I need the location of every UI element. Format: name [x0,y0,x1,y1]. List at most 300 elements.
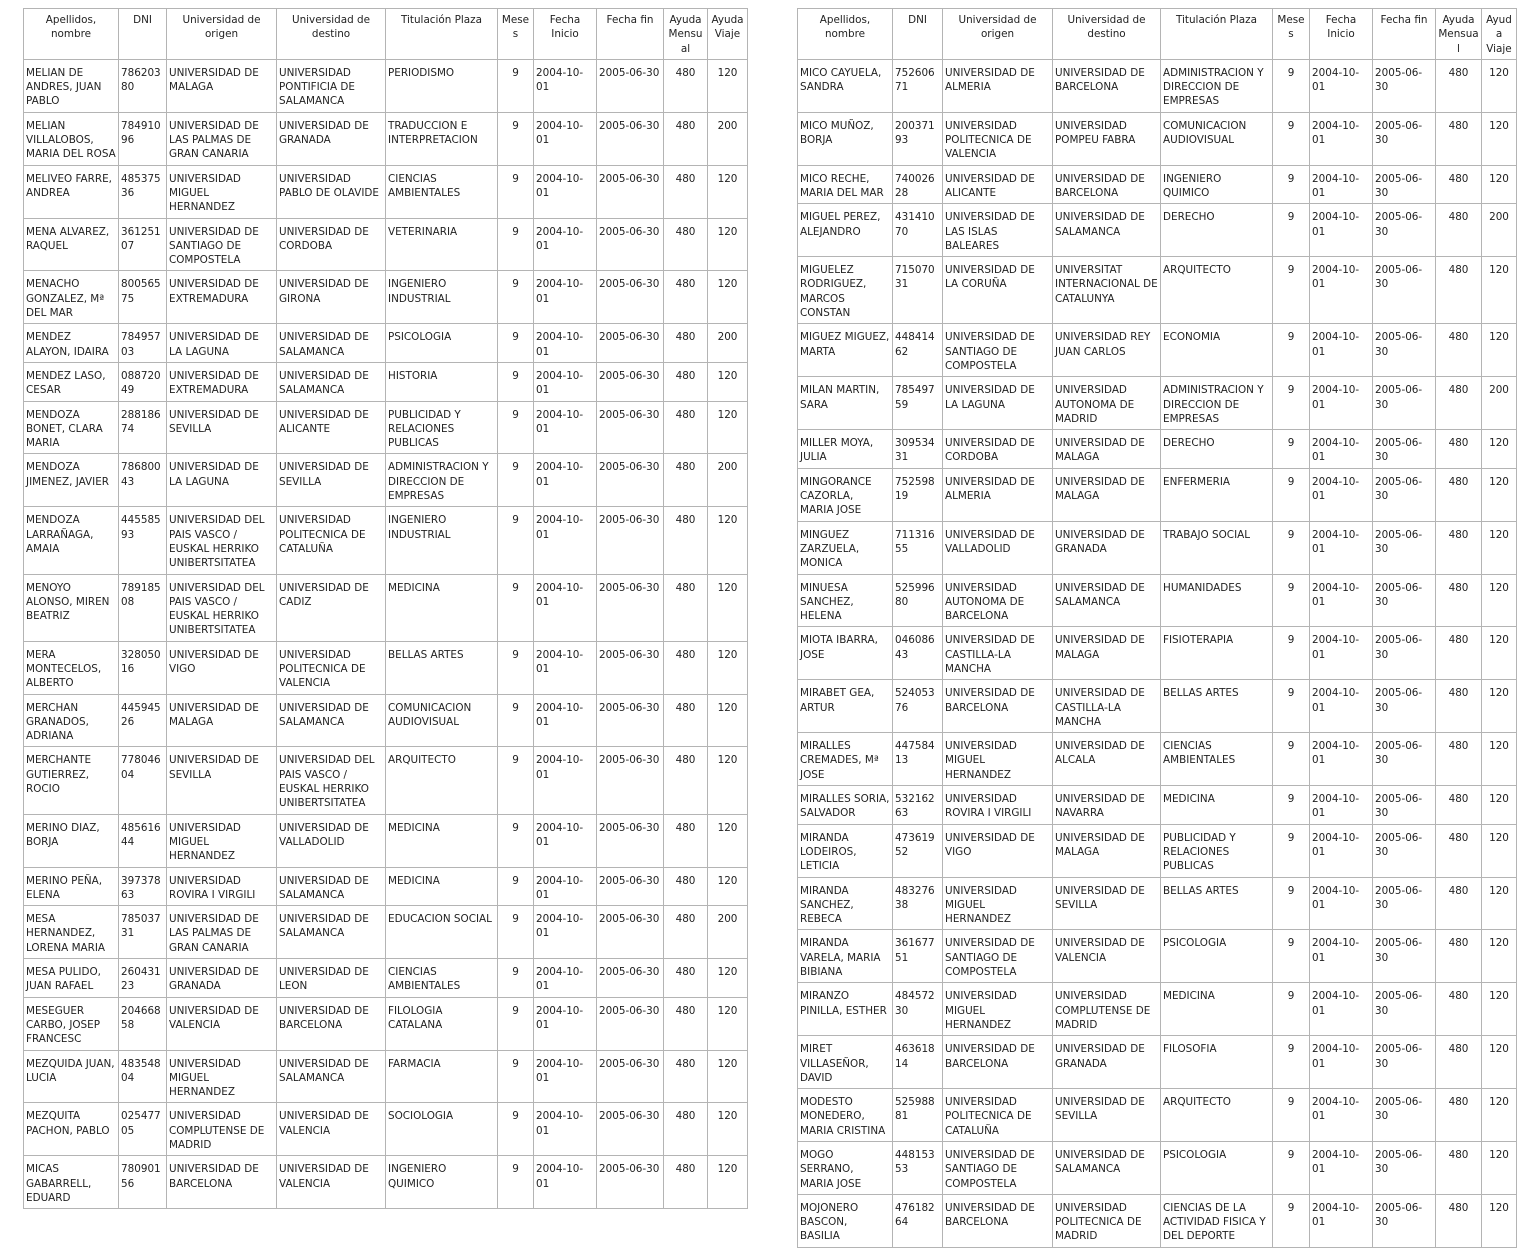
header-row [798,9,1517,60]
cell-name: MESEGUER CARBO, JOSEP FRANCESC [24,997,119,1050]
cell-origin: UNIVERSIDAD DE VIGO [943,824,1053,877]
cell-origin: UNIVERSIDAD MIGUEL HERNANDEZ [943,733,1053,786]
cell-destination: UNIVERSIDAD DE ALICANTE [277,401,386,454]
scholarship-table-left [23,8,748,1209]
cell-degree: PUBLICIDAD Y RELACIONES PUBLICAS [1161,824,1273,877]
cell-monthly-aid: 480 [1436,1194,1482,1247]
cell-months: 9 [498,906,534,959]
cell-monthly-aid: 480 [1436,983,1482,1036]
cell-monthly-aid: 480 [664,165,708,218]
cell-start-date: 2004-10-01 [534,271,597,324]
header-monthly-aid: Ayuda Mensual [664,9,708,60]
table-row [24,454,748,507]
cell-dni: 43141070 [893,204,943,257]
cell-origin: UNIVERSIDAD DE LA LAGUNA [167,454,277,507]
cell-dni: 46361814 [893,1036,943,1089]
cell-end-date: 2005-06-30 [1373,877,1436,930]
cell-destination: UNIVERSIDAD DE VALENCIA [277,1156,386,1209]
cell-degree: CIENCIAS DE LA ACTIVIDAD FISICA Y DEL DEPORTE [1161,1194,1273,1247]
table-row [24,1050,748,1103]
cell-degree: INGENIERO INDUSTRIAL [386,507,498,574]
cell-monthly-aid: 480 [664,574,708,641]
cell-degree: CIENCIAS AMBIENTALES [386,959,498,998]
table-row [24,997,748,1050]
cell-dni: 78680043 [119,454,167,507]
cell-name: MIRANDA LODEIROS, LETICIA [798,824,893,877]
cell-months: 9 [498,507,534,574]
cell-origin: UNIVERSIDAD AUTONOMA DE BARCELONA [943,574,1053,627]
cell-start-date: 2004-10-01 [534,959,597,998]
cell-travel-aid: 200 [708,324,748,363]
cell-name: MELIAN DE ANDRES, JUAN PABLO [24,59,119,112]
cell-end-date: 2005-06-30 [1373,59,1436,112]
table-row [24,271,748,324]
cell-name: MIRALLES SORIA, SALVADOR [798,786,893,825]
cell-months: 9 [498,814,534,867]
cell-name: MERINO DIAZ, BORJA [24,814,119,867]
cell-end-date: 2005-06-30 [597,997,664,1050]
cell-dni: 52598881 [893,1089,943,1142]
cell-travel-aid: 120 [1482,165,1517,204]
cell-dni: 30953431 [893,430,943,469]
cell-origin: UNIVERSIDAD DE BARCELONA [167,1156,277,1209]
cell-end-date: 2005-06-30 [1373,983,1436,1036]
cell-destination: UNIVERSIDAD POMPEU FABRA [1053,112,1161,165]
cell-origin: UNIVERSIDAD DE LAS PALMAS DE GRAN CANARIA [167,112,277,165]
cell-months: 9 [1273,574,1310,627]
cell-name: MIOTA IBARRA, JOSE [798,627,893,680]
cell-dni: 75259819 [893,468,943,521]
cell-destination: UNIVERSIDAD DE MALAGA [1053,627,1161,680]
cell-origin: UNIVERSIDAD DE ALMERIA [943,468,1053,521]
cell-dni: 48561644 [119,814,167,867]
cell-name: MERCHAN GRANADOS, ADRIANA [24,694,119,747]
table-row [798,324,1517,377]
cell-origin: UNIVERSIDAD DE LAS PALMAS DE GRAN CANARIA [167,906,277,959]
cell-travel-aid: 120 [1482,257,1517,324]
cell-start-date: 2004-10-01 [1310,1142,1373,1195]
table-row [798,377,1517,430]
cell-name: MILLER MOYA, JULIA [798,430,893,469]
cell-monthly-aid: 480 [664,867,708,906]
cell-dni: 36167751 [893,930,943,983]
cell-name: MERA MONTECELOS, ALBERTO [24,641,119,694]
cell-start-date: 2004-10-01 [1310,59,1373,112]
cell-monthly-aid: 480 [664,814,708,867]
cell-months: 9 [498,401,534,454]
cell-destination: UNIVERSIDAD DE MALAGA [1053,824,1161,877]
cell-origin: UNIVERSIDAD DE SANTIAGO DE COMPOSTELA [943,1142,1053,1195]
table-row [24,324,748,363]
cell-dni: 80056575 [119,271,167,324]
cell-name: MIGUEL PEREZ, ALEJANDRO [798,204,893,257]
cell-monthly-aid: 480 [1436,430,1482,469]
cell-months: 9 [498,1050,534,1103]
cell-destination: UNIVERSIDAD DE SALAMANCA [1053,1142,1161,1195]
cell-start-date: 2004-10-01 [534,997,597,1050]
cell-destination: UNIVERSIDAD DE CADIZ [277,574,386,641]
cell-name: MENA ALVAREZ, RAQUEL [24,218,119,271]
cell-start-date: 2004-10-01 [1310,257,1373,324]
table-row [798,521,1517,574]
cell-monthly-aid: 480 [1436,574,1482,627]
cell-dni: 53216263 [893,786,943,825]
cell-months: 9 [498,1156,534,1209]
cell-origin: UNIVERSIDAD DE BARCELONA [943,1036,1053,1089]
cell-travel-aid: 120 [1482,430,1517,469]
cell-destination: UNIVERSIDAD DE SALAMANCA [277,1050,386,1103]
cell-name: MICAS GABARRELL, EDUARD [24,1156,119,1209]
cell-origin: UNIVERSIDAD DEL PAIS VASCO / EUSKAL HERRIKO UNIBERTSITATEA [167,574,277,641]
cell-end-date: 2005-06-30 [1373,257,1436,324]
cell-dni: 77804604 [119,747,167,814]
cell-degree: INGENIERO INDUSTRIAL [386,271,498,324]
table-row [24,1103,748,1156]
cell-start-date: 2004-10-01 [1310,112,1373,165]
cell-name: MIRANZO PINILLA, ESTHER [798,983,893,1036]
cell-end-date: 2005-06-30 [597,1050,664,1103]
cell-origin: UNIVERSIDAD DE CASTILLA-LA MANCHA [943,627,1053,680]
cell-dni: 74002628 [893,165,943,204]
cell-end-date: 2005-06-30 [597,59,664,112]
cell-end-date: 2005-06-30 [597,747,664,814]
cell-start-date: 2004-10-01 [1310,574,1373,627]
cell-months: 9 [1273,468,1310,521]
cell-months: 9 [498,271,534,324]
cell-dni: 47618264 [893,1194,943,1247]
cell-start-date: 2004-10-01 [534,814,597,867]
table-row [798,824,1517,877]
cell-end-date: 2005-06-30 [1373,324,1436,377]
cell-end-date: 2005-06-30 [597,694,664,747]
cell-name: MICO CAYUELA, SANDRA [798,59,893,112]
cell-travel-aid: 120 [708,401,748,454]
cell-origin: UNIVERSIDAD DE SANTIAGO DE COMPOSTELA [943,930,1053,983]
cell-monthly-aid: 480 [1436,824,1482,877]
cell-origin: UNIVERSIDAD DE GRANADA [167,959,277,998]
cell-destination: UNIVERSIDAD DE SALAMANCA [277,324,386,363]
cell-start-date: 2004-10-01 [1310,1036,1373,1089]
cell-months: 9 [1273,430,1310,469]
table-row [798,877,1517,930]
cell-start-date: 2004-10-01 [534,867,597,906]
cell-destination: UNIVERSIDAD DE SEVILLA [1053,1089,1161,1142]
header-months: Meses [1273,9,1310,60]
header-destination: Universidad de destino [277,9,386,60]
cell-destination: UNIVERSIDAD DE GRANADA [1053,1036,1161,1089]
cell-months: 9 [1273,824,1310,877]
cell-name: MERINO PEÑA, ELENA [24,867,119,906]
header-months: Meses [498,9,534,60]
cell-degree: PERIODISMO [386,59,498,112]
cell-end-date: 2005-06-30 [597,454,664,507]
cell-name: MEZQUIDA JUAN, LUCIA [24,1050,119,1103]
cell-origin: UNIVERSIDAD MIGUEL HERNANDEZ [167,814,277,867]
cell-destination: UNIVERSIDAD DE BARCELONA [1053,165,1161,204]
cell-end-date: 2005-06-30 [1373,680,1436,733]
table-row [24,1156,748,1209]
cell-months: 9 [1273,112,1310,165]
cell-origin: UNIVERSIDAD POLITECNICA DE VALENCIA [943,112,1053,165]
cell-dni: 78495703 [119,324,167,363]
header-travel-aid: Ayuda Viaje [1482,9,1517,60]
cell-travel-aid: 120 [708,747,748,814]
cell-travel-aid: 120 [708,165,748,218]
cell-months: 9 [1273,877,1310,930]
cell-degree: MEDICINA [1161,786,1273,825]
cell-end-date: 2005-06-30 [597,507,664,574]
cell-origin: UNIVERSIDAD MIGUEL HERNANDEZ [167,165,277,218]
cell-months: 9 [1273,627,1310,680]
cell-start-date: 2004-10-01 [534,694,597,747]
cell-origin: UNIVERSIDAD DE ALMERIA [943,59,1053,112]
cell-origin: UNIVERSIDAD DE BARCELONA [943,1194,1053,1247]
cell-start-date: 2004-10-01 [534,574,597,641]
cell-months: 9 [498,59,534,112]
cell-name: MENDOZA JIMENEZ, JAVIER [24,454,119,507]
cell-degree: EDUCACION SOCIAL [386,906,498,959]
table-row [798,430,1517,469]
header-monthly-aid: Ayuda Mensual [1436,9,1482,60]
cell-travel-aid: 120 [1482,627,1517,680]
cell-destination: UNIVERSIDAD DE VALENCIA [1053,930,1161,983]
cell-start-date: 2004-10-01 [1310,430,1373,469]
cell-monthly-aid: 480 [1436,1142,1482,1195]
cell-degree: INGENIERO QUIMICO [1161,165,1273,204]
cell-start-date: 2004-10-01 [534,1156,597,1209]
header-origin: Universidad de origen [167,9,277,60]
cell-origin: UNIVERSIDAD DE MALAGA [167,59,277,112]
cell-degree: BELLAS ARTES [1161,877,1273,930]
cell-name: MIRANDA VARELA, MARIA BIBIANA [798,930,893,983]
header-end-date: Fecha fin [1373,9,1436,60]
table-row [24,747,748,814]
cell-end-date: 2005-06-30 [1373,468,1436,521]
cell-monthly-aid: 480 [664,218,708,271]
cell-travel-aid: 120 [1482,983,1517,1036]
cell-origin: UNIVERSIDAD DE SANTIAGO DE COMPOSTELA [167,218,277,271]
cell-end-date: 2005-06-30 [1373,521,1436,574]
cell-destination: UNIVERSIDAD PABLO DE OLAVIDE [277,165,386,218]
cell-monthly-aid: 480 [1436,930,1482,983]
cell-dni: 78549759 [893,377,943,430]
cell-destination: UNIVERSIDAD DE GRANADA [1053,521,1161,574]
cell-travel-aid: 120 [1482,680,1517,733]
cell-origin: UNIVERSIDAD DE CORDOBA [943,430,1053,469]
cell-start-date: 2004-10-01 [1310,377,1373,430]
cell-origin: UNIVERSIDAD POLITECNICA DE CATALUÑA [943,1089,1053,1142]
table-row [798,204,1517,257]
cell-degree: PSICOLOGIA [386,324,498,363]
cell-name: MICO RECHE, MARIA DEL MAR [798,165,893,204]
cell-travel-aid: 120 [708,997,748,1050]
cell-months: 9 [498,1103,534,1156]
header-origin: Universidad de origen [943,9,1053,60]
table-row [24,59,748,112]
cell-origin: UNIVERSIDAD DE EXTREMADURA [167,362,277,401]
cell-monthly-aid: 480 [1436,786,1482,825]
cell-degree: DERECHO [1161,430,1273,469]
cell-months: 9 [498,574,534,641]
cell-end-date: 2005-06-30 [597,906,664,959]
cell-dni: 44558593 [119,507,167,574]
cell-end-date: 2005-06-30 [1373,824,1436,877]
cell-travel-aid: 120 [708,641,748,694]
cell-start-date: 2004-10-01 [534,362,597,401]
cell-travel-aid: 120 [708,1156,748,1209]
cell-travel-aid: 120 [708,1050,748,1103]
cell-end-date: 2005-06-30 [597,112,664,165]
cell-months: 9 [1273,1036,1310,1089]
table-row [798,257,1517,324]
cell-origin: UNIVERSIDAD DE VIGO [167,641,277,694]
cell-monthly-aid: 480 [664,747,708,814]
cell-destination: UNIVERSIDAD PONTIFICIA DE SALAMANCA [277,59,386,112]
cell-destination: UNIVERSIDAD REY JUAN CARLOS [1053,324,1161,377]
cell-end-date: 2005-06-30 [1373,165,1436,204]
cell-dni: 48354804 [119,1050,167,1103]
cell-monthly-aid: 480 [664,1156,708,1209]
cell-destination: UNIVERSIDAD DE SALAMANCA [277,906,386,959]
cell-end-date: 2005-06-30 [1373,733,1436,786]
header-name: Apellidos, nombre [24,9,119,60]
cell-months: 9 [1273,983,1310,1036]
cell-end-date: 2005-06-30 [1373,204,1436,257]
header-end-date: Fecha fin [597,9,664,60]
cell-dni: 78503731 [119,906,167,959]
cell-travel-aid: 120 [1482,324,1517,377]
cell-origin: UNIVERSIDAD DE ALICANTE [943,165,1053,204]
cell-name: MELIAN VILLALOBOS, MARIA DEL ROSA [24,112,119,165]
cell-months: 9 [498,641,534,694]
cell-dni: 52599680 [893,574,943,627]
cell-destination: UNIVERSIDAD DE MALAGA [1053,468,1161,521]
cell-name: MENACHO GONZALEZ, Mª DEL MAR [24,271,119,324]
cell-travel-aid: 120 [1482,786,1517,825]
table-row [24,574,748,641]
cell-dni: 71131655 [893,521,943,574]
table-row [798,112,1517,165]
cell-monthly-aid: 480 [1436,377,1482,430]
cell-dni: 26043123 [119,959,167,998]
cell-months: 9 [1273,204,1310,257]
cell-months: 9 [1273,1194,1310,1247]
cell-travel-aid: 120 [708,271,748,324]
cell-monthly-aid: 480 [1436,1089,1482,1142]
cell-start-date: 2004-10-01 [534,454,597,507]
cell-months: 9 [498,218,534,271]
cell-travel-aid: 120 [708,959,748,998]
cell-destination: UNIVERSIDAD DE VALENCIA [277,1103,386,1156]
cell-origin: UNIVERSIDAD DE MALAGA [167,694,277,747]
cell-travel-aid: 200 [708,906,748,959]
cell-travel-aid: 120 [708,574,748,641]
table-row [24,401,748,454]
cell-name: MENOYO ALONSO, MIREN BEATRIZ [24,574,119,641]
header-travel-aid: Ayuda Viaje [708,9,748,60]
cell-monthly-aid: 480 [1436,204,1482,257]
cell-dni: 47361952 [893,824,943,877]
table-row [24,694,748,747]
cell-monthly-aid: 480 [664,906,708,959]
cell-degree: ARQUITECTO [386,747,498,814]
table-body [798,59,1517,1247]
cell-start-date: 2004-10-01 [534,641,597,694]
cell-start-date: 2004-10-01 [1310,204,1373,257]
cell-end-date: 2005-06-30 [597,218,664,271]
cell-degree: HUMANIDADES [1161,574,1273,627]
cell-destination: UNIVERSIDAD DE GRANADA [277,112,386,165]
cell-start-date: 2004-10-01 [1310,983,1373,1036]
cell-origin: UNIVERSIDAD DE SEVILLA [167,401,277,454]
cell-start-date: 2004-10-01 [1310,521,1373,574]
cell-travel-aid: 200 [1482,377,1517,430]
cell-dni: 48327638 [893,877,943,930]
cell-degree: FILOLOGIA CATALANA [386,997,498,1050]
header-degree: Titulación Plaza [386,9,498,60]
cell-start-date: 2004-10-01 [1310,824,1373,877]
cell-travel-aid: 120 [1482,1194,1517,1247]
cell-degree: DERECHO [1161,204,1273,257]
cell-degree: VETERINARIA [386,218,498,271]
cell-origin: UNIVERSIDAD DE EXTREMADURA [167,271,277,324]
cell-name: MODESTO MONEDERO, MARIA CRISTINA [798,1089,893,1142]
cell-monthly-aid: 480 [1436,680,1482,733]
cell-end-date: 2005-06-30 [597,867,664,906]
table-row [798,1036,1517,1089]
cell-start-date: 2004-10-01 [534,59,597,112]
cell-destination: UNIVERSIDAD DE ALCALA [1053,733,1161,786]
cell-end-date: 2005-06-30 [597,814,664,867]
cell-monthly-aid: 480 [664,362,708,401]
cell-name: MOGO SERRANO, MARIA JOSE [798,1142,893,1195]
cell-start-date: 2004-10-01 [1310,733,1373,786]
cell-end-date: 2005-06-30 [1373,430,1436,469]
cell-origin: UNIVERSIDAD ROVIRA I VIRGILI [943,786,1053,825]
cell-travel-aid: 120 [1482,824,1517,877]
cell-degree: TRADUCCION E INTERPRETACION [386,112,498,165]
table-row [24,906,748,959]
cell-name: MICO MUÑOZ, BORJA [798,112,893,165]
cell-origin: UNIVERSIDAD DE SANTIAGO DE COMPOSTELA [943,324,1053,377]
cell-travel-aid: 120 [1482,877,1517,930]
cell-degree: TRABAJO SOCIAL [1161,521,1273,574]
table-row [24,218,748,271]
cell-name: MEZQUITA PACHON, PABLO [24,1103,119,1156]
cell-name: MENDEZ ALAYON, IDAIRA [24,324,119,363]
cell-end-date: 2005-06-30 [1373,1089,1436,1142]
cell-months: 9 [498,959,534,998]
table-row [24,867,748,906]
cell-start-date: 2004-10-01 [1310,877,1373,930]
cell-degree: CIENCIAS AMBIENTALES [1161,733,1273,786]
cell-travel-aid: 120 [1482,112,1517,165]
cell-degree: FISIOTERAPIA [1161,627,1273,680]
cell-end-date: 2005-06-30 [597,165,664,218]
cell-destination: UNIVERSIDAD DE CASTILLA-LA MANCHA [1053,680,1161,733]
cell-destination: UNIVERSIDAD POLITECNICA DE VALENCIA [277,641,386,694]
cell-months: 9 [498,165,534,218]
cell-travel-aid: 120 [1482,574,1517,627]
cell-start-date: 2004-10-01 [1310,1194,1373,1247]
cell-travel-aid: 120 [1482,733,1517,786]
cell-name: MINGUEZ ZARZUELA, MONICA [798,521,893,574]
cell-travel-aid: 120 [708,218,748,271]
cell-name: MENDOZA BONET, CLARA MARIA [24,401,119,454]
cell-dni: 78491096 [119,112,167,165]
cell-start-date: 2004-10-01 [534,165,597,218]
cell-degree: PSICOLOGIA [1161,1142,1273,1195]
